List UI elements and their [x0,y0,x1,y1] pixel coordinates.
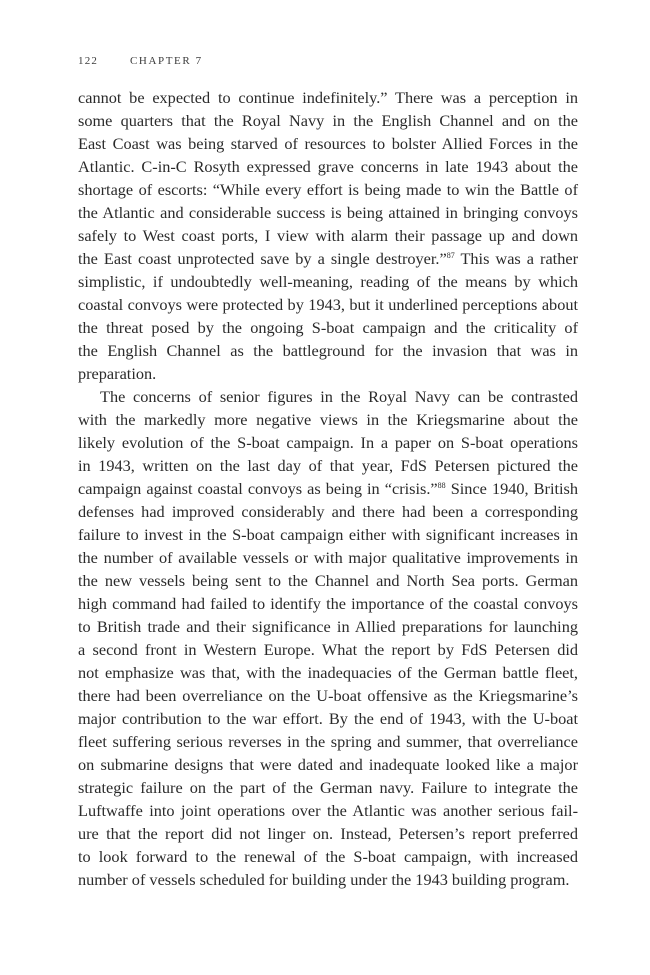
text-segment: failure to invest in the S-boat campaign either with significant increases in [78,525,578,544]
text-line [78,707,578,730]
text-segment: number of vessels scheduled for building under the 1943 building program. [78,870,570,889]
text-line [78,615,578,638]
text-line [78,500,578,523]
text-line [78,109,578,132]
text-segment: fleet suffering serious reverses in the spring and summer, that overreliance [78,732,578,751]
text-line [78,776,578,799]
text-segment: there had been overreliance on the U-boat offensive as the Kriegsmarine’s [78,686,578,705]
text-segment: ure that the report did not linger on. Instead, Petersen’s report preferred [78,824,578,843]
text-line [78,454,578,477]
text-segment: on submarine designs that were dated and inadequate looked like a major [78,755,578,774]
text-line [78,661,578,684]
text-segment: This was a rather [454,249,578,268]
running-head [78,55,203,67]
text-segment: the new vessels being sent to the Channel and North Sea ports. German [78,571,578,590]
text-segment: Atlantic. C-in-C Rosyth expressed grave concerns in late 1943 about the [78,157,578,176]
text-line [78,178,578,201]
text-segment: a second front in Western Europe. What the report by FdS Petersen did [78,640,578,659]
text-segment: shortage of escorts: “While every effort is being made to win the Battle of [78,180,578,199]
text-segment: East Coast was being starved of resources to bolster Allied Forces in the [78,134,578,153]
text-line [78,684,578,707]
text-segment: likely evolution of the S-boat campaign. In a paper on S-boat operations [78,433,578,452]
text-segment: not emphasize was that, with the inadequacies of the German battle fleet, [78,663,578,682]
text-line [78,385,578,408]
paragraph [78,385,578,891]
text-line [78,845,578,868]
text-line [78,730,578,753]
text-line [78,569,578,592]
text-segment: in 1943, written on the last day of that year, FdS Petersen pictured the [78,456,578,475]
text-segment: coastal convoys were protected by 1943, but it underlined perceptions about [78,295,578,314]
text-segment: the number of available vessels or with major qualitative improvements in [78,548,578,567]
text-line [78,477,578,500]
text-segment: defenses had improved considerably and there had been a corresponding [78,502,578,521]
text-segment: safely to West coast ports, I view with alarm their passage up and down [78,226,578,245]
text-segment: to look forward to the renewal of the S-boat campaign, with increased [78,847,578,866]
text-segment: to British trade and their significance in Allied preparations for launching [78,617,578,636]
text-line [78,868,578,891]
text-segment: strategic failure on the part of the German navy. Failure to integrate the [78,778,578,797]
text-line [78,431,578,454]
text-line [78,247,578,270]
text-segment: major contribution to the war effort. By the end of 1943, with the U-boat [78,709,578,728]
text-segment: high command had failed to identify the importance of the coastal convoys [78,594,578,613]
text-segment: the Atlantic and considerable success is being attained in bringing convoys [78,203,578,222]
text-line [78,155,578,178]
text-line [78,270,578,293]
text-line [78,339,578,362]
text-line [78,753,578,776]
footnote-reference: 88 [437,481,446,490]
text-segment: preparation. [78,364,157,383]
text-segment: some quarters that the Royal Navy in the English Channel and on the [78,111,578,130]
text-segment: the threat posed by the ongoing S-boat campaign and the criticality of [78,318,578,337]
footnote-reference: 87 [446,251,455,260]
text-line [78,132,578,155]
body-text [78,86,578,891]
text-line [78,316,578,339]
text-segment: simplistic, if undoubtedly well-meaning, reading of the means by which [78,272,578,291]
text-line [78,546,578,569]
chapter-label: CHAPTER 7 [130,55,203,67]
text-segment: campaign against coastal convoys as being in “crisis.” [78,479,438,498]
text-segment: Since 1940, British [445,479,578,498]
text-segment: The concerns of senior figures in the Royal Navy can be contrasted [100,387,578,406]
paragraph [78,86,578,385]
text-line [78,201,578,224]
text-line [78,362,578,385]
text-line [78,408,578,431]
text-segment: the East coast unprotected save by a single destroyer.” [78,249,447,268]
text-line [78,224,578,247]
text-segment: Luftwaffe into joint operations over the Atlantic was another serious fail- [78,801,578,820]
text-line [78,523,578,546]
text-segment: with the markedly more negative views in the Kriegsmarine about the [78,410,578,429]
text-line [78,86,578,109]
page-number: 122 [78,55,99,67]
text-segment: the English Channel as the battleground for the invasion that was in [78,341,578,360]
text-line [78,638,578,661]
text-line [78,293,578,316]
text-line [78,799,578,822]
text-line [78,592,578,615]
text-line [78,822,578,845]
text-segment: cannot be expected to continue indefinitely.” There was a perception in [78,88,578,107]
